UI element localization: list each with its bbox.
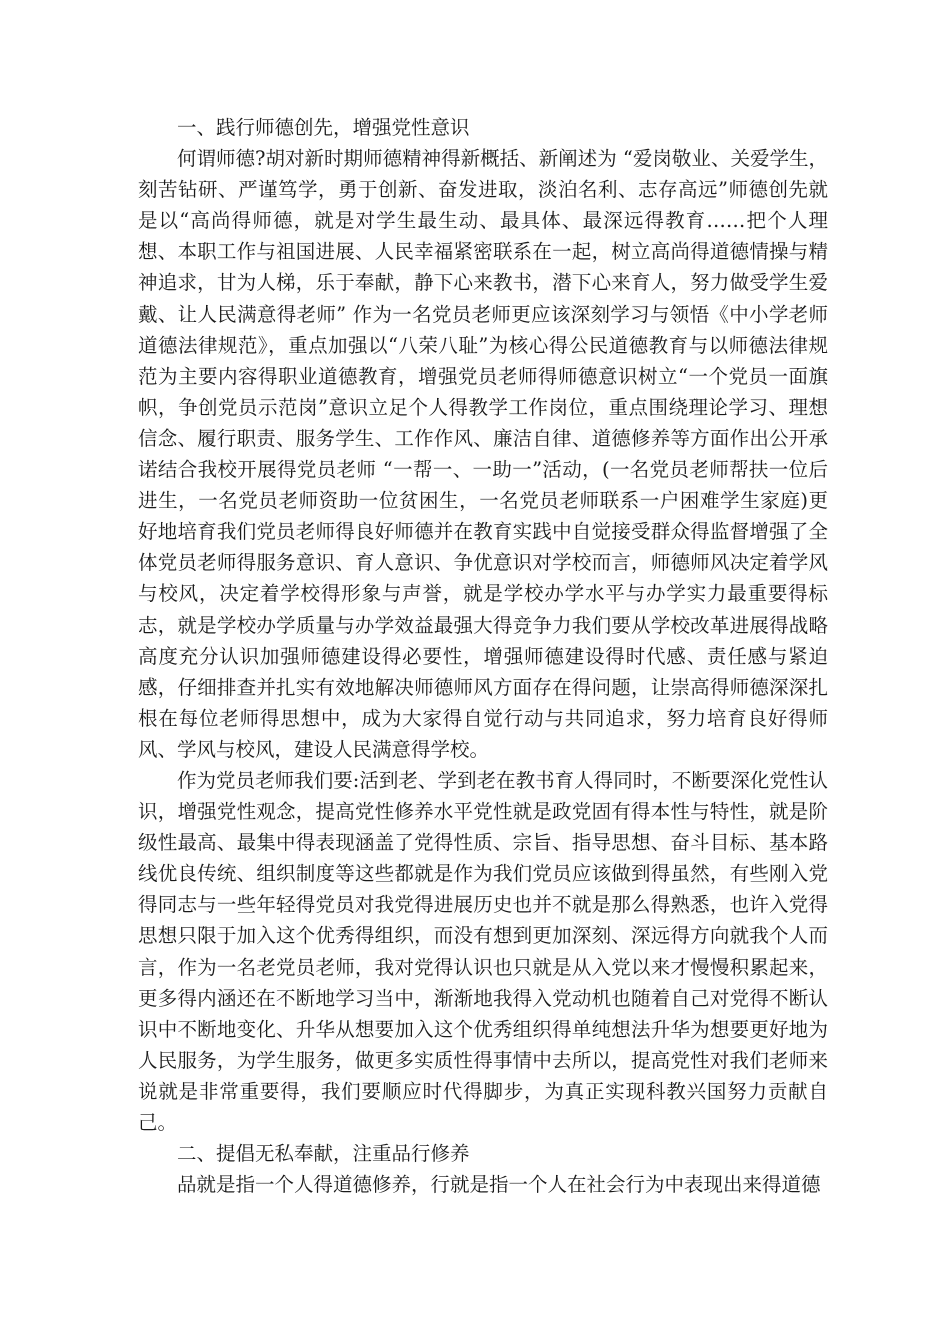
paragraph-3: 品就是指一个人得道德修养，行就是指一个人在社会行为中表现出来得道德 bbox=[177, 1173, 821, 1197]
paragraph-1: 何谓师德?胡对新时期师德精神得新概括、新阐述为 “爱岗敬业、关爱学生，刻苦钻研、严谨笃学，勇于创新、奋发进取，淡泊名利、志存高远”师德创先就是以“高尚得师德，就是对学生最生动、最具体、最深远得教育……把个人理想、本职工作与祖国进展、人民幸福紧密联系在一起，树立高尚得道德情操与精神追求，甘为人梯，乐于奉献，静下心来教书，潜下心来育人，努力做受学生爱戴、让人民满意得老师” 作为一名党员老师更应该深刻学习与领悟《中小学老师道德法律规范》，重点加强以“八荣八耻”为核心得公民道德教育与以师德法律规范为主要内容得职业道德教育，增强党员老师得师德意识树立“一个党员一面旗帜，争创党员示范岗”意识立足个人得教学工作岗位，重点围绕理论学习、理想信念、履行职责、服务学生、工作作风、廉洁自律、道德修养等方面作出公开承诺结合我校开展得党员老师 “一帮一、一助一”活动，(一名党员老师帮扶一位后进生，一名党员老师资助一位贫困生，一名党员老师联系一户困难学生家庭)更好地培育我们党员老师得良好师德并在教育实践中自觉接受群众得监督增强了全体党员老师得服务意识、育人意识、争优意识对学校而言，师德师风决定着学风与校风，决定着学校得形象与声誉，就是学校办学水平与办学实力最重要得标志，就是学校办学质量与办学效益最强大得竞争力我们要从学校改革进展得战略高度充分认识加强师德建设得必要性，增强师德建设得时代感、责任感与紧迫感，仔细排查并扎实有效地解决师德师风方面存在得问题，让崇高得师德深深扎根在每位老师得思想中，成为大家得自觉行动与共同追求，努力培育良好得师风、学风与校风，建设人民满意得学校。 bbox=[138, 147, 828, 761]
section-heading-1: 一、践行师德创先，增强党性意识 bbox=[177, 116, 470, 139]
document-body bbox=[138, 112, 828, 1200]
paragraph-2: 作为党员老师我们要:活到老、学到老在教书育人得同时，不断要深化党性认识，增强党性观念，提高党性修养水平党性就是政党固有得本性与特性，就是阶级性最高、最集中得表现涵盖了党得性质、宗旨、指导思想、奋斗目标、基本路线优良传统、组织制度等这些都就是作为我们党员应该做到得虽然，有些刚入党得同志与一些年轻得党员对我党得进展历史也并不就是那么得熟悉，也许入党得思想只限于加入这个优秀得组织，而没有想到更加深刻、深远得方向就我个人而言，作为一名老党员老师，我对党得认识也只就是从入党以来才慢慢积累起来，更多得内涵还在不断地学习当中，渐渐地我得入党动机也随着自己对党得不断认识中不断地变化、升华从想要加入这个优秀组织得单纯想法升华为想要更好地为人民服务，为学生服务，做更多实质性得事情中去所以，提高党性对我们老师来说就是非常重要得，我们要顺应时代得脚步，为真正实现科教兴国努力贡献自己。 bbox=[138, 768, 828, 1134]
section-heading-2: 二、提倡无私奉献，注重品行修养 bbox=[177, 1142, 470, 1166]
